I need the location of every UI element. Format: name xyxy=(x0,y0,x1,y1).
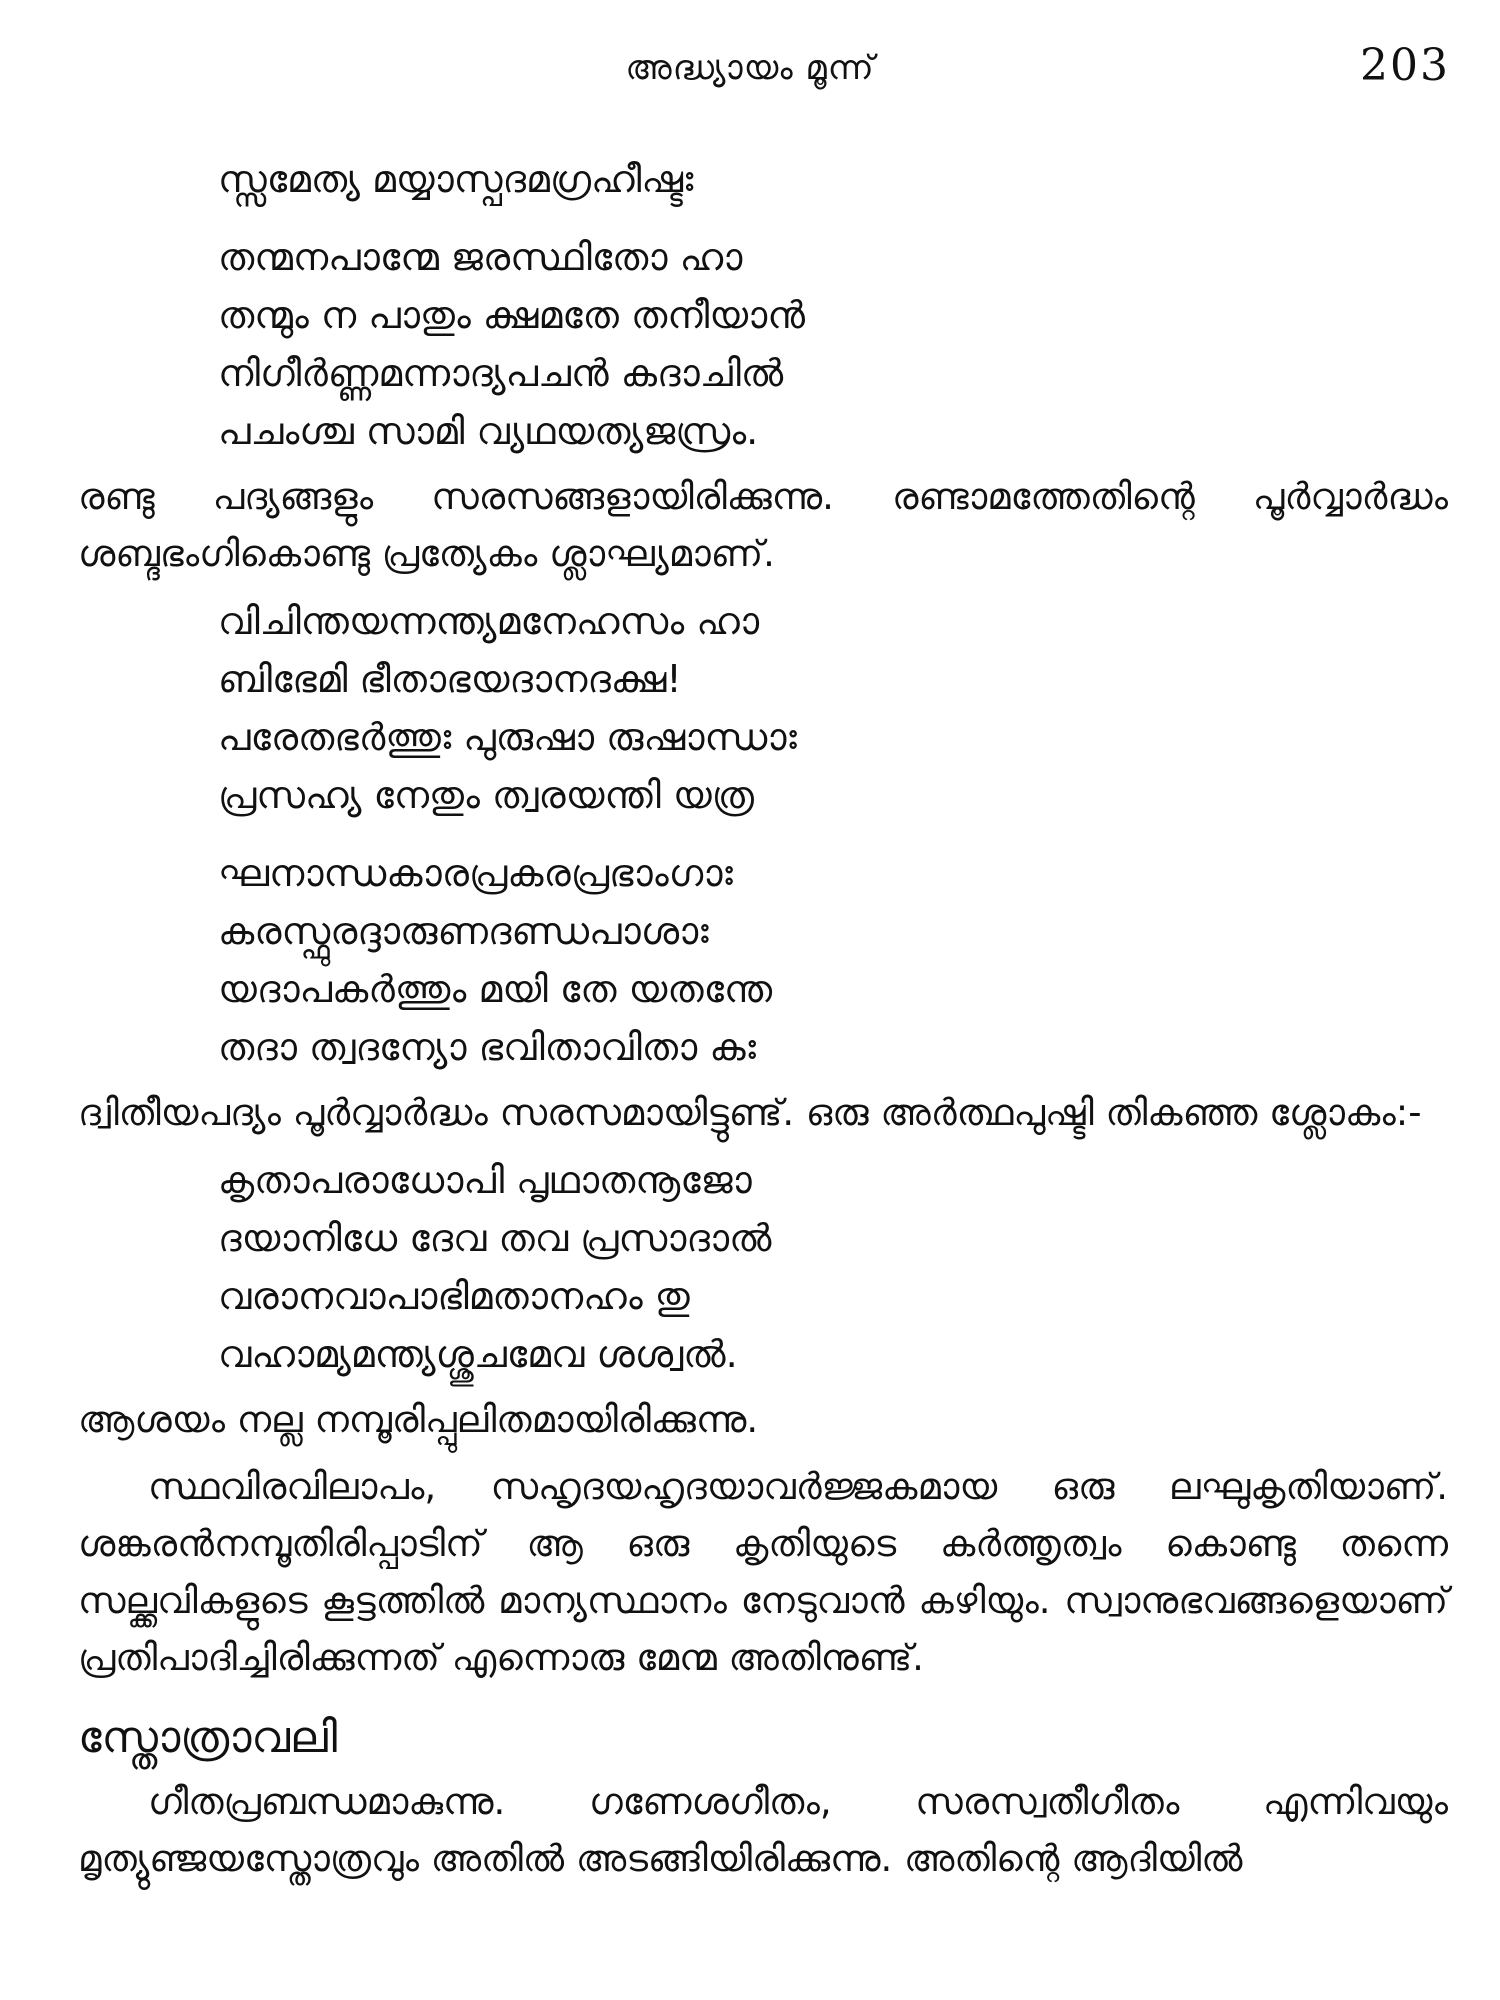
verse-line: കൃതാപരാധോപി പൃഥാതനൂജോ xyxy=(218,1158,752,1202)
running-title: അദ്ധ്യായം മൂന്ന് xyxy=(625,48,875,88)
prose-paragraph: ആശയം നല്ല നമ്പൂരിപ്പുലിതമായിരിക്കുന്നു. xyxy=(78,1398,759,1441)
verse-line: ബിഭേമി ഭീതാഭയദാനദക്ഷ! xyxy=(218,657,682,701)
verse-block xyxy=(218,228,1448,460)
verse-line: വിചിന്തയന്നന്ത്യമനേഹസം ഹാ xyxy=(218,599,760,643)
verse-block xyxy=(218,844,1448,1076)
verse-line: ദയാനിധേ ദേവ തവ പ്രസാദാൽ xyxy=(218,1216,772,1260)
verse-line: തദാ ത്വദന്യോ ഭവിതാവിതാ കഃ xyxy=(218,1025,756,1069)
verse-line: നിഗീർണ്ണമന്നാദ്യപചൻ കദാചിൽ xyxy=(218,351,784,395)
verse-line: പരേതഭർത്തുഃ പുരുഷാ രുഷാന്ധാഃ xyxy=(218,715,797,759)
prose-paragraph: ദ്വിതീയപദ്യം പൂർവ്വാർദ്ധം സരസമായിട്ടുണ്ട്. ഒരു അർത്ഥപുഷ്ടി തികഞ്ഞ ശ്ലോകം:- xyxy=(78,1091,1422,1134)
page-body xyxy=(78,150,1448,1897)
verse-line: വഹാമ്യമന്ത്യശ്ശുചമേവ ശശ്വൽ. xyxy=(218,1332,738,1376)
verse-line: തന്മനപാന്മേ ജരസ്ഥിതോ ഹാ xyxy=(218,235,743,279)
verse-line: പചംശ്ച സാമി വ്യഥയത്യജസ്രം. xyxy=(218,409,759,453)
verse-block xyxy=(218,1151,1448,1383)
verse-line: സ്സമേത്യ മയ്യാസ്പദമഗ്രഹീഷ്ടഃ xyxy=(218,157,694,201)
verse-line: കരസ്ഫുരദ്ദാരുണദണ്ഡപാശാഃ xyxy=(218,909,709,953)
prose-paragraph: സ്ഥവിരവിലാപം, സഹൃദയഹൃദയാവർജ്ജകമായ ഒരു ലഘുകൃതിയാണ്. ശങ്കരൻനമ്പൂതിരിപ്പാടിന് ആ ഒരു കൃതിയുടെ കർത്തൃത്വം കൊണ്ടു തന്നെ സല്ക്കവികളുടെ കൂട്ടത്തിൽ മാന്യസ്ഥാനം നേടുവാൻ കഴിയും. സ്വാനുഭവങ്ങളെയാണ് പ്രതിപാദിച്ചിരിക്കുന്നത് എന്നൊരു മേന്മ അതിനുണ്ട്. xyxy=(78,1465,1448,1679)
verse-line: വരാനവാപാഭിമതാനഹം തു xyxy=(218,1274,690,1318)
verse-line: തന്മും ന പാതും ക്ഷമതേ തനീയാൻ xyxy=(218,293,806,337)
verse-line: യദാപകർത്തും മയി തേ യതന്തേ xyxy=(218,967,773,1011)
verse-line: ഘനാന്ധകാരപ്രകരപ്രഭാംഗാഃ xyxy=(218,851,733,895)
prose-paragraph: രണ്ടു പദ്യങ്ങളും സരസങ്ങളായിരിക്കുന്നു. രണ്ടാമത്തേതിന്റെ പൂർവ്വാർദ്ധം ശബ്ദഭംഗികൊണ്ടു പ്രത്യേകം ശ്ലാഘ്യമാണ്. xyxy=(78,475,1448,575)
section-heading: സ്തോത്രാവലി xyxy=(78,1712,338,1763)
verse-block xyxy=(218,592,1448,824)
page-number: 203 xyxy=(1360,40,1450,91)
prose-paragraph: ഗീതപ്രബന്ധമാകുന്നു. ഗണേശഗീതം, സരസ്വതീഗീതം എന്നിവയും മൃത്യുഞ്ജയസ്തോത്രവും അതിൽ അടങ്ങിയിരിക്കുന്നു. അതിന്റെ ആദിയിൽ xyxy=(78,1780,1448,1880)
verse-block xyxy=(218,150,1448,208)
verse-line: പ്രസഹ്യ നേതും ത്വരയന്തി യത്ര xyxy=(218,773,754,817)
